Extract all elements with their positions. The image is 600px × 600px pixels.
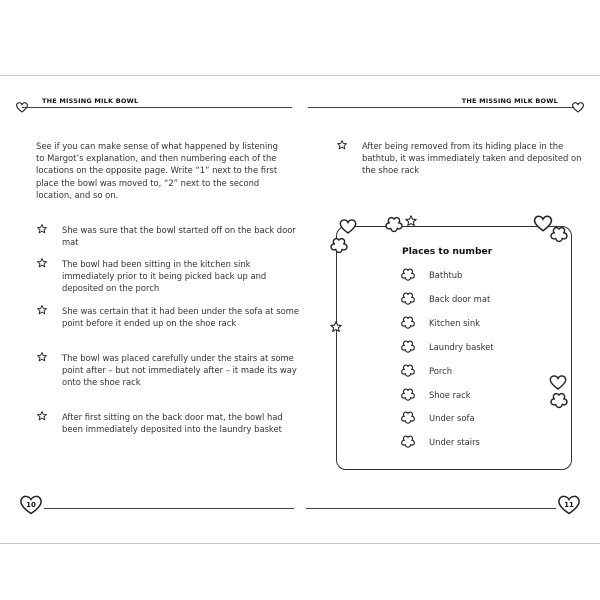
flower-outline-icon	[329, 236, 349, 256]
flower-outline-icon	[400, 387, 416, 403]
box-title: Places to number	[402, 246, 493, 257]
flower-outline-icon	[400, 291, 416, 307]
clue-text: After being removed from its hiding place in the bathtub, it was immediately taken and deposited on the shoe rack	[362, 141, 582, 176]
star-outline-icon	[336, 139, 348, 151]
place-item	[400, 267, 550, 283]
flower-outline-icon	[400, 339, 416, 355]
place-item	[400, 434, 550, 450]
place-item	[400, 363, 550, 379]
flower-outline-icon	[400, 267, 416, 283]
place-label: Bathtub	[429, 270, 463, 280]
clue-text: She was sure that the bowl started off on the back door mat	[62, 225, 296, 248]
footer-rule-left	[44, 508, 294, 509]
place-item	[400, 387, 550, 403]
clue-5	[62, 411, 302, 435]
intro-paragraph: See if you can make sense of what happened by listening to Margot’s explanation, and then numbering each of the locations on the opposite page. Write “1” next to the first place the bowl was moved to, “2” next to the second location, and so on.	[36, 141, 278, 200]
flower-outline-icon	[400, 434, 416, 450]
flower-outline-icon	[549, 391, 569, 411]
header-title-left: THE MISSING MILK BOWL	[42, 97, 139, 105]
clue-4	[62, 352, 302, 389]
clue-2	[62, 258, 302, 295]
flower-outline-icon	[549, 225, 569, 245]
place-label: Back door mat	[429, 294, 491, 304]
clue-text: She was certain that it had been under the sofa at some point before it ended up on the shoe rack	[62, 306, 300, 329]
star-outline-icon	[36, 304, 48, 316]
header-rule-right	[308, 107, 578, 108]
flower-outline-icon	[400, 363, 416, 379]
scan-edge-top	[0, 75, 600, 76]
page-number-left: 10	[26, 501, 36, 509]
place-label: Under stairs	[429, 437, 480, 447]
place-label: Under sofa	[429, 413, 475, 423]
clue-1	[62, 224, 302, 248]
place-item	[400, 315, 550, 331]
clue-text: The bowl was placed carefully under the stairs at some point after – but not immediately after – it made its way onto the shoe rack	[62, 353, 297, 388]
flower-outline-icon	[384, 215, 404, 235]
clue-text: The bowl had been sitting in the kitchen sink immediately prior to it being picked back up and deposited on the porch	[62, 259, 267, 294]
star-outline-icon	[329, 320, 343, 334]
place-item	[400, 410, 550, 426]
clue-6	[362, 140, 582, 177]
flower-outline-icon	[400, 315, 416, 331]
footer-rule-right	[306, 508, 556, 509]
place-item	[400, 291, 550, 307]
star-outline-icon	[404, 214, 418, 228]
star-outline-icon	[36, 410, 48, 422]
place-label: Porch	[429, 366, 453, 376]
place-label: Laundry basket	[429, 342, 494, 352]
place-label: Kitchen sink	[429, 318, 480, 328]
header-rule-left	[22, 107, 292, 108]
place-item	[400, 339, 550, 355]
star-outline-icon	[36, 223, 48, 235]
clue-text: After first sitting on the back door mat, the bowl had been immediately deposited into the laundry basket	[62, 412, 283, 435]
header-heart-icon-right	[571, 100, 585, 114]
flower-outline-icon	[400, 410, 416, 426]
heart-outline-icon	[338, 216, 358, 236]
star-outline-icon	[36, 351, 48, 363]
clue-3	[62, 305, 302, 329]
header-title-right: THE MISSING MILK BOWL	[461, 97, 558, 105]
heart-outline-icon	[548, 372, 568, 392]
page-number-right: 11	[564, 501, 574, 509]
scan-edge-bottom	[0, 543, 600, 544]
place-label: Shoe rack	[429, 390, 471, 400]
star-outline-icon	[36, 257, 48, 269]
